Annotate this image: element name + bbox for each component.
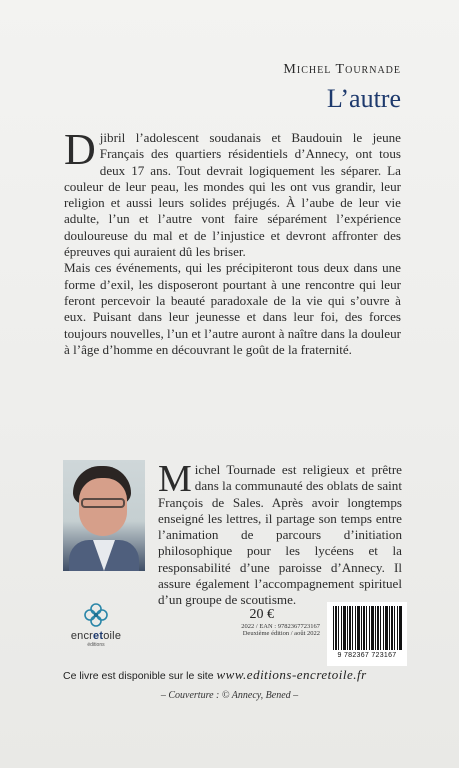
photo-glasses <box>81 498 125 508</box>
synopsis-text-1: jibril l’adolescent soudanais et Baudouin le jeune Français des quartiers résidentiels d’Annecy, ont tous deux 17 ans. Tout devrait logiquement les séparer. La couleur de leur peau, les mondes qui les ont vus grandir, leur religion et aussi leurs solides préjugés. À l’aube de leur vie adulte, l’un et l’autre vont faire séparément l’expérience douloureuse du mal et de l’injustice et devront affronter des épreuves qui auraient dû les briser. <box>64 130 401 260</box>
author-name: Michel Tournade <box>283 62 401 77</box>
barcode <box>327 602 407 666</box>
author-bio <box>158 458 402 609</box>
synopsis-paragraph-2: Mais ces événements, qui les précipiteront tous deux dans une forme d’exil, les disposeront pourtant à une rencontre qui leur feront percevoir la beauté paradoxale de la vie qui s’ouvre à eux. Puisant dans leur jeunesse et dans leur foi, des forces toujours nouvelles, l’un et l’autre auront à naître dans la douleur à l’âge d’homme en découvrant le goût de la fraternité. <box>64 260 401 357</box>
availability-line <box>63 667 413 683</box>
cover-credit: – Couverture : © Annecy, Bened – <box>160 690 299 701</box>
bio-text: ichel Tournade est religieux et prêtre dans la communauté des oblats de saint François de Sales. Après avoir longtemps enseigné les lettres, il partage son temps entre l’animation de parcours d’initiation philosophique pour les lycéens et la responsabilité d’une paroisse d’Annecy. Il assure également l’accompagnement spirituel d’un groupe de scoutisme. <box>158 462 402 608</box>
synopsis-dropcap: D <box>64 125 96 174</box>
price-block <box>216 607 322 637</box>
website-link[interactable]: www.editions-encretoile.fr <box>216 667 367 682</box>
barcode-bars <box>333 606 403 650</box>
publisher-name: encretoile <box>70 630 122 642</box>
synopsis <box>64 125 401 358</box>
author-photo <box>63 460 145 571</box>
publisher-sub: éditions <box>87 642 105 648</box>
book-title: L’autre <box>326 84 401 113</box>
publisher-logo <box>60 602 132 648</box>
flower-knot-icon <box>83 602 109 628</box>
availability-text: Ce livre est disponible sur le site <box>63 670 217 682</box>
edition-line: Deuxième édition / août 2022 <box>242 630 320 637</box>
price: 20 € <box>249 607 274 622</box>
synopsis-paragraph-1 <box>64 125 401 260</box>
barcode-digits: 9 782367 723167 <box>337 652 397 659</box>
isbn-line: 2022 / EAN : 9782367723167 <box>241 623 320 630</box>
bio-dropcap: M <box>158 458 192 500</box>
